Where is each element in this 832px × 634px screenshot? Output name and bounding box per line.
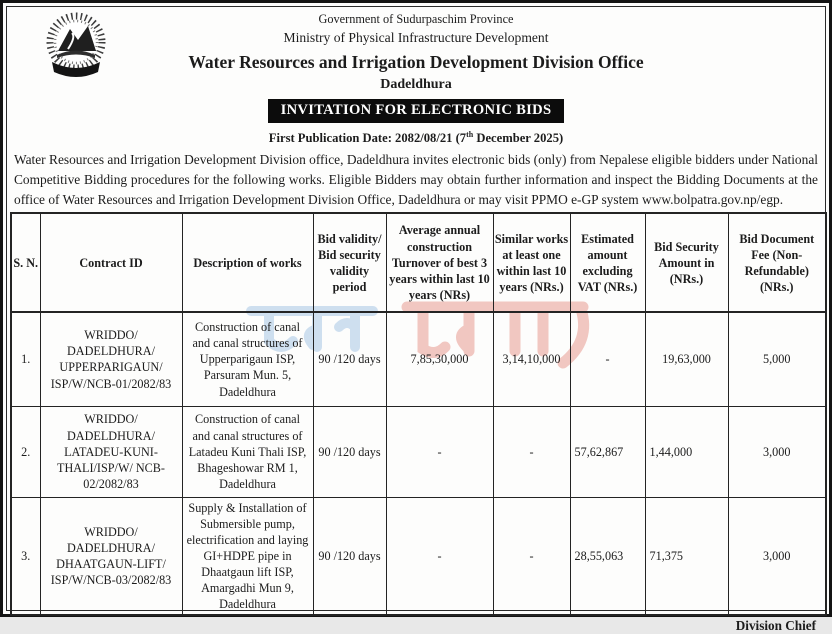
signature-title: Division Chief — [735, 618, 816, 634]
cell-similar-works: - — [493, 406, 570, 497]
table-header-row — [11, 213, 826, 312]
col-header-bid-security: Bid Security Amount in (NRs.) — [645, 213, 728, 312]
cell-similar-works: 3,14,10,000 — [493, 312, 570, 406]
table-row — [11, 406, 826, 497]
cell-estimated-amount: 28,55,063 — [570, 497, 645, 615]
col-header-contract-id: Contract ID — [40, 213, 182, 312]
col-header-turnover: Average annual construction Turnover of best 3 years within last 10 years (NRs) — [386, 213, 493, 312]
cell-document-fee: 3,000 — [728, 406, 826, 497]
cell-turnover: - — [386, 497, 493, 615]
cell-bid-security: 19,63,000 — [645, 312, 728, 406]
cell-sn: 3. — [11, 497, 40, 615]
document-frame — [6, 6, 826, 634]
publication-date-ordinal: th — [466, 130, 474, 139]
district-name: Dadeldhura — [380, 77, 452, 92]
cell-bid-validity: 90 /120 days — [313, 312, 386, 406]
document-header — [10, 9, 822, 147]
col-header-estimated-amount: Estimated amount excluding VAT (NRs.) — [570, 213, 645, 312]
cell-sn: 1. — [11, 312, 40, 406]
cell-estimated-amount: - — [570, 312, 645, 406]
cell-description: Supply & Installation of Submersible pump, electrification and laying GI+HDPE pipe in Dhaatgaun lift ISP, Amargadhi Mun 9, Dadeldhura — [182, 497, 313, 615]
cell-document-fee: 3,000 — [728, 497, 826, 615]
cell-bid-security: 71,375 — [645, 497, 728, 615]
publication-date-suffix: December 2025) — [473, 131, 564, 146]
col-header-bid-validity: Bid validity/ Bid security validity period — [313, 213, 386, 312]
bids-table — [10, 212, 827, 616]
cell-estimated-amount: 57,62,867 — [570, 406, 645, 497]
col-header-similar-works: Similar works at least one within last 10 years (NRs.) — [493, 213, 570, 312]
province-emblem-icon — [44, 11, 108, 85]
col-header-sn: S. N. — [11, 213, 40, 312]
cell-description: Construction of canal and canal structures of Upperparigaun ISP, Parsuram Mun. 5, Dadeldhura — [182, 312, 313, 406]
cell-bid-security: 1,44,000 — [645, 406, 728, 497]
cell-contract-id: WRIDDO/ DADELDHURA/ LATADEU-KUNI-THALI/ISP/W/ NCB-02/2082/83 — [40, 406, 182, 497]
cell-description: Construction of canal and canal structures of Latadeu Kuni Thali ISP, Bhageshowar RM 1, Dadeldhura — [182, 406, 313, 497]
cell-contract-id: WRIDDO/ DADELDHURA/ UPPERPARIGAUN/ ISP/W/NCB-01/2082/83 — [40, 312, 182, 406]
government-line: Government of Sudurpaschim Province — [318, 12, 514, 26]
col-header-description: Description of works — [182, 213, 313, 312]
ministry-line: Ministry of Physical Infrastructure Development — [283, 30, 549, 45]
cell-sn: 2. — [11, 406, 40, 497]
table-row — [11, 312, 826, 406]
office-title: Water Resources and Irrigation Development Division Office — [188, 52, 644, 72]
cell-contract-id: WRIDDO/ DADELDHURA/ DHAATGAUN-LIFT/ ISP/W/NCB-03/2082/83 — [40, 497, 182, 615]
table-row — [11, 497, 826, 615]
cell-document-fee: 5,000 — [728, 312, 826, 406]
cell-turnover: 7,85,30,000 — [386, 312, 493, 406]
col-header-document-fee: Bid Document Fee (Non-Refundable) (NRs.) — [728, 213, 826, 312]
invitation-banner: INVITATION FOR ELECTRONIC BIDS — [268, 99, 565, 123]
intro-paragraph: Water Resources and Irrigation Development Division office, Dadeldhura invites electronic bids (only) from Nepalese eligible bidders under National Competitive Bidding procedures for the following works. Eligible Bidders may obtain further information and inspect the Bidding Documents at the office of Water Resources and Irrigation Development Division Office, Dadeldhura or may visit PPMO e-GP system www.bolpatra.gov.np/egp. — [14, 152, 818, 208]
publication-date-prefix: First Publication Date: 2082/08/21 (7 — [268, 131, 467, 146]
publication-date — [10, 126, 822, 147]
cell-bid-validity: 90 /120 days — [313, 497, 386, 615]
cell-similar-works: - — [493, 497, 570, 615]
cell-turnover: - — [386, 406, 493, 497]
cell-bid-validity: 90 /120 days — [313, 406, 386, 497]
